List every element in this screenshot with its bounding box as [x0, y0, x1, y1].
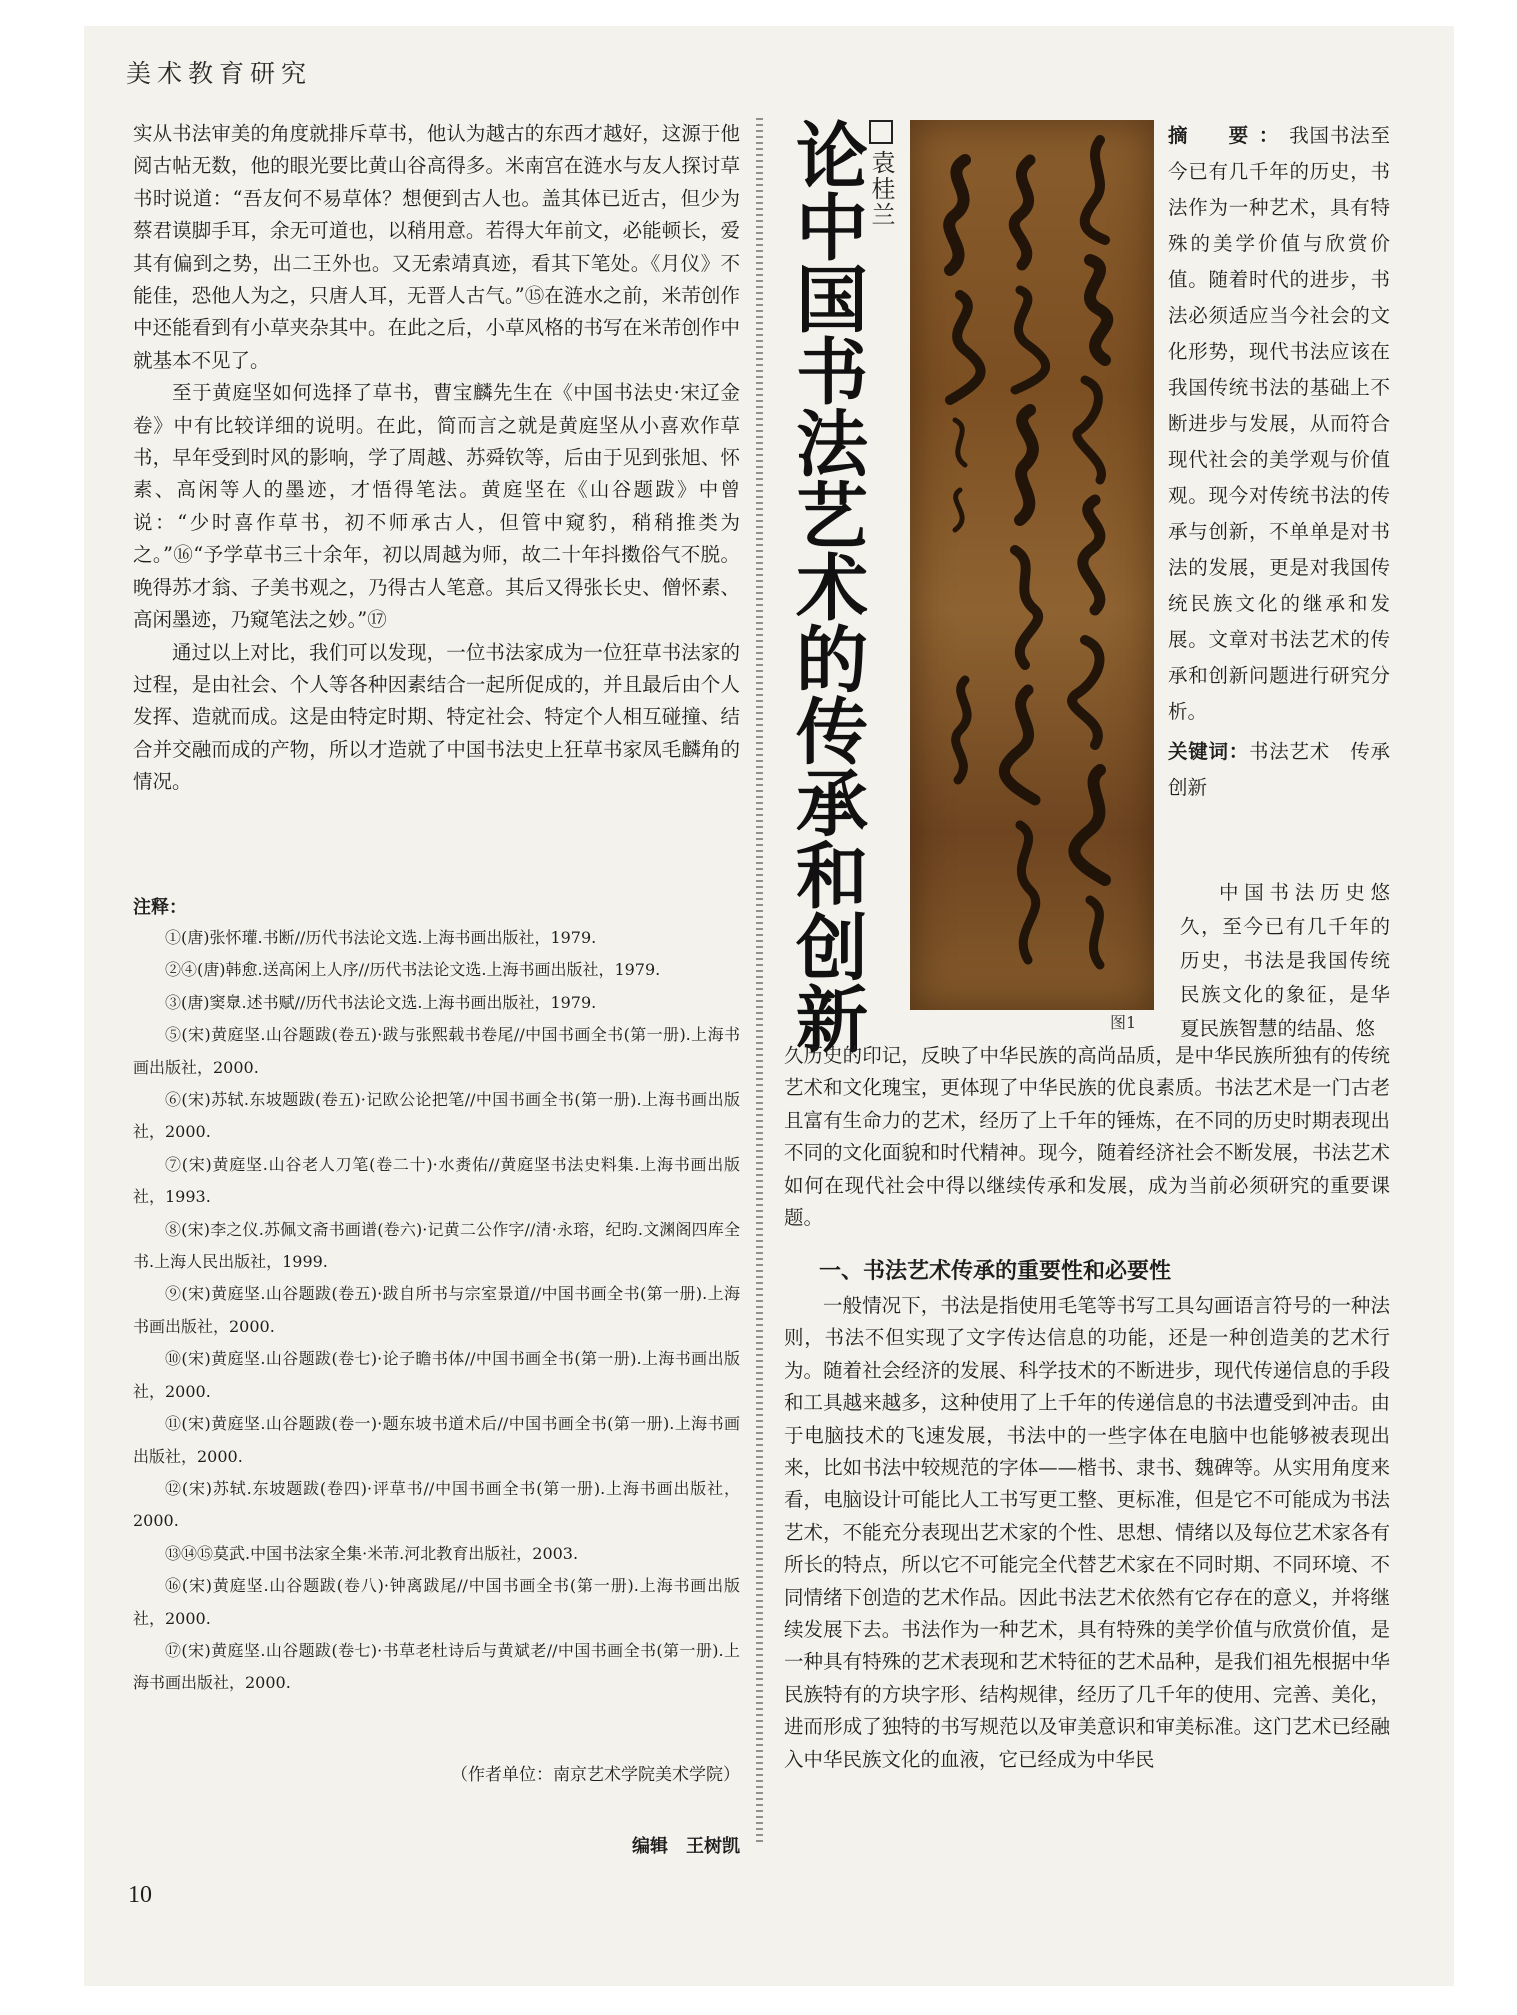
calligraphy-strokes — [910, 120, 1154, 1010]
note-item: ⑬⑭⑮莫武.中国书法家全集·米芾.河北教育出版社，2003. — [165, 1543, 579, 1563]
note-item: ⑧(宋)李之仪.苏佩文斋书画谱(卷六)·记黄二公作字//清·永瑢，纪昀.文渊阁四库全书.上海人民出版社，1999. — [133, 1219, 740, 1272]
abstract — [1168, 118, 1390, 730]
paragraph: 通过以上对比，我们可以发现，一位书法家成为一位狂草书法家的过程，是由社会、个人等各种因素结合一起所促成的，并且最后由个人发挥、造就而成。这是由特定时期、特定社会、特定个人相互碰撞、结合并交融而成的产物，所以才造就了中国书法史上狂草书家凤毛麟角的情况。 — [133, 640, 740, 794]
figure-label: 图1 — [1110, 1013, 1137, 1032]
note-item: ⑰(宋)黄庭坚.山谷题跋(卷七)·书草老杜诗后与黄斌老//中国书画全书(第一册).上海书画出版社，2000. — [133, 1640, 740, 1693]
square-icon — [869, 120, 893, 144]
intro-paragraph-start: 中国书法历史悠久，至今已有几千年的历史，书法是我国传统民族文化的象征，是华夏民族智慧的结晶、悠 — [1180, 881, 1390, 1040]
calligraphy-image — [910, 120, 1154, 1010]
page-number: 10 — [128, 1882, 152, 1908]
left-column — [133, 118, 740, 799]
note-item: ②④(唐)韩愈.送高闲上人序//历代书法论文选.上海书画出版社，1979. — [165, 960, 661, 980]
keywords-text: 书法艺术 传承 创新 — [1168, 740, 1410, 799]
editor-credit: 编辑 王树凯 — [632, 1836, 740, 1857]
note-item: ⑩(宋)黄庭坚.山谷题跋(卷七)·论子瞻书体//中国书画全书(第一册).上海书画出版社，2000. — [133, 1349, 740, 1401]
author-byline — [864, 120, 899, 228]
abstract-block — [1168, 118, 1410, 806]
note-item: ⑫(宋)苏轼.东坡题跋(卷四)·评草书//中国书画全书(第一册).上海书画出版社，2000. — [133, 1478, 740, 1531]
paragraph: 至于黄庭坚如何选择了草书，曹宝麟先生在《中国书法史·宋辽金卷》中有比较详细的说明。在此，简而言之就是黄庭坚从小喜欢作草书，早年受到时风的影响，学了周越、苏舜钦等，后由于见到张旭、怀素、高闲等人的墨迹，才悟得笔法。黄庭坚在《山谷题跋》中曾说：“少时喜作草书，初不师承古人，但管中窥豹，稍稍推类为之。”⑯“予学草书三十余年，初以周越为师，故二十年抖擞俗气不脱。晚得苏才翁、子美书观之，乃得古人笔意。其后又得张长史、僧怀素、高闲墨迹，乃窥笔法之妙。”⑰ — [133, 381, 740, 632]
notes-list — [133, 922, 740, 1700]
column-divider — [756, 118, 763, 1846]
note-item: ③(唐)窦臮.述书赋//历代书法论文选.上海书画出版社，1979. — [165, 992, 597, 1012]
keywords-label: 关键词： — [1168, 740, 1249, 763]
note-item: ⑯(宋)黄庭坚.山谷题跋(卷八)·钟离跋尾//中国书画全书(第一册).上海书画出版社，2000. — [133, 1576, 740, 1628]
abstract-text: 我国书法至今已有几千年的历史，书法作为一种艺术，具有特殊的美学价值与欣赏价值。随着时代的进步，书法必须适应当今社会的文化形势，现代书法应该在我国传统书法的基础上不断进步与发展，从而符合现代社会的美学观与价值观。现今对传统书法的传承与创新，不单单是对书法的发展，更是对我国传统民族文化的继承和发展。文章对书法艺术的传承和创新问题进行研究分析。 — [1168, 124, 1390, 723]
section-paragraph: 一般情况下，书法是指使用毛笔等书写工具勾画语言符号的一种法则，书法不但实现了文字传达信息的功能，还是一种创造美的艺术行为。随着社会经济的发展、科学技术的不断进步，现代传递信息的手段和工具越来越多，这种使用了上千年的传递信息的书法遭受到冲击。由于电脑技术的飞速发展，书法中的一些字体在电脑中也能够被表现出来，比如书法中较规范的字体——楷书、隶书、魏碑等。从实用角度来看，电脑设计可能比人工书写更工整、更标准，但是它不可能成为书法艺术，不能充分表现出艺术家的个性、思想、情绪以及每位艺术家各有所长的特点，所以它不可能完全代替艺术家在不同时期、不同环境、不同情绪下创造的艺术作品。因此书法艺术依然有它存在的意义，并将继续发展下去。书法作为一种艺术，具有特殊的美学价值与欣赏价值，是一种具有特殊的艺术表现和艺术特征的艺术品种，是我们祖先根据中华民族特有的方块字形、结构规律，经历了几千年的使用、完善、美化，进而形成了独特的书写规范以及审美意识和审美标准。这门艺术已经融入中华民族文化的血液，它已经成为中华民 — [784, 1294, 1390, 1771]
note-item: ①(唐)张怀瓘.书断//历代书法论文选.上海书画出版社，1979. — [165, 928, 597, 947]
note-item: ⑤(宋)黄庭坚.山谷题跋(卷五)·跋与张熙载书卷尾//中国书画全书(第一册).上海书画出版社，2000. — [133, 1025, 740, 1077]
note-item: ⑪(宋)黄庭坚.山谷题跋(卷一)·题东坡书道术后//中国书画全书(第一册).上海书画出版社，2000. — [133, 1414, 740, 1466]
keywords — [1168, 734, 1410, 806]
notes-title: 注释： — [133, 897, 187, 918]
article-title: 论中国书法艺术的传承和创新 — [784, 118, 868, 1054]
journal-name: 美术教育研究 — [126, 59, 313, 88]
abstract-label: 摘 要： — [1168, 124, 1290, 147]
intro-paragraph-continued: 久历史的印记，反映了中华民族的高尚品质，是中华民族所独有的传统艺术和文化瑰宝，更体现了中华民族的优良素质。书法艺术是一门古老且富有生命力的艺术，经历了上千年的锤炼，在不同的历史时期表现出不同的文化面貌和时代精神。现今，随着经济社会不断发展，书法艺术如何在现代社会中得以继续传承和发展，成为当前必须研究的重要课题。 — [784, 1044, 1390, 1230]
paragraph: 实从书法审美的角度就排斥草书，他认为越古的东西才越好，这源于他阅古帖无数，他的眼光要比黄山谷高得多。米南宫在涟水与友人探讨草书时说道：“吾友何不易草体？想便到古人也。盖其体已近古，但少为蔡君谟脚手耳，余无可道也，以稍用意。若得大年前文，必能顿长，爱其有偏到之势，出二王外也。又无索靖真迹，看其下笔处。《月仪》不能佳，恐他人为之，只唐人耳，无晋人古气。”⑮在涟水之前，米芾创作中还能看到有小草夹杂其中。在此之后，小草风格的书写在米芾创作中就基本不见了。 — [133, 122, 740, 372]
author-affiliation: （作者单位：南京艺术学院美术学院） — [451, 1765, 740, 1785]
note-item: ⑥(宋)苏轼.东坡题跋(卷五)·记欧公论把笔//中国书画全书(第一册).上海书画出版社，2000. — [133, 1090, 740, 1142]
section-heading: 一、书法艺术传承的重要性和必要性 — [819, 1259, 1172, 1284]
note-item: ⑦(宋)黄庭坚.山谷老人刀笔(卷二十)·水赉佑//黄庭坚书法史料集.上海书画出版社，1993. — [133, 1154, 740, 1207]
note-item: ⑨(宋)黄庭坚.山谷题跋(卷五)·跋自所书与宗室景道//中国书画全书(第一册).上海书画出版社，2000. — [133, 1284, 740, 1336]
author-name: 袁桂兰 — [867, 150, 895, 228]
